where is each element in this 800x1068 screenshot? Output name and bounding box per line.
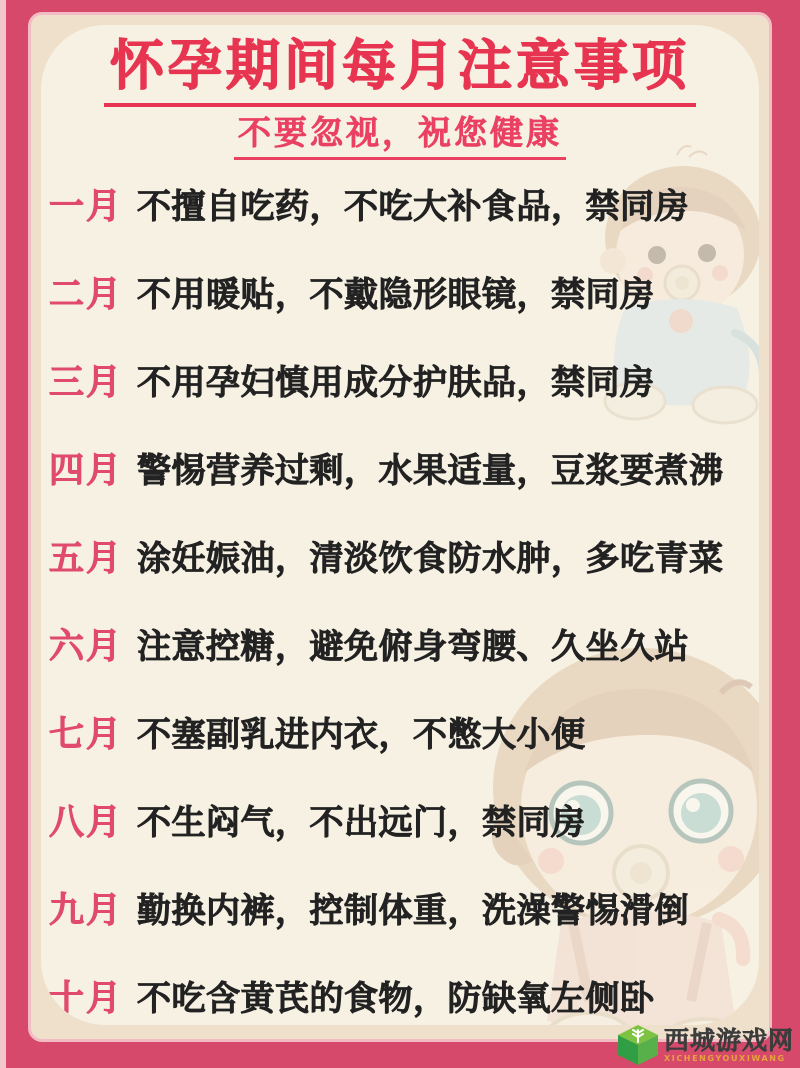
month-row-march bbox=[49, 336, 759, 424]
month-tip: 不吃含黄芪的食物，防缺氧左侧卧 bbox=[137, 979, 655, 1020]
month-tip: 不生闷气，不出远门，禁同房 bbox=[137, 803, 586, 844]
watermark-name: 西城游戏网 bbox=[663, 1025, 794, 1055]
month-tip: 涂妊娠油，清淡饮食防水肿，多吃青菜 bbox=[137, 539, 724, 580]
month-tip: 注意控糖，避免俯身弯腰、久坐久站 bbox=[137, 627, 690, 668]
header-block bbox=[41, 25, 759, 160]
month-label: 一月 bbox=[49, 186, 124, 227]
month-tip: 不用暖贴，不戴隐形眼镜，禁同房 bbox=[137, 275, 655, 316]
month-label: 八月 bbox=[49, 802, 124, 843]
month-label: 七月 bbox=[49, 714, 124, 755]
watermark-text bbox=[663, 1025, 794, 1063]
month-label: 三月 bbox=[49, 362, 124, 403]
month-tip: 不用孕妇慎用成分护肤品，禁同房 bbox=[137, 363, 655, 404]
month-tips-list bbox=[41, 160, 759, 1025]
month-label: 五月 bbox=[49, 538, 124, 579]
left-edge-strip bbox=[0, 0, 6, 1068]
month-row-july bbox=[49, 688, 759, 776]
month-row-august bbox=[49, 776, 759, 864]
month-tip: 勤换内裤，控制体重，洗澡警惕滑倒 bbox=[137, 891, 690, 932]
poster-card bbox=[28, 12, 772, 1042]
month-tip: 不擅自吃药，不吃大补食品，禁同房 bbox=[137, 187, 690, 228]
month-row-september bbox=[49, 864, 759, 952]
month-row-may bbox=[49, 512, 759, 600]
month-label: 十月 bbox=[49, 978, 124, 1019]
month-tip: 不塞副乳进内衣，不憋大小便 bbox=[137, 715, 586, 756]
month-row-january bbox=[49, 160, 759, 248]
page-title: 怀孕期间每月注意事项 bbox=[104, 35, 696, 107]
month-row-april bbox=[49, 424, 759, 512]
month-label: 二月 bbox=[49, 274, 124, 315]
month-row-october bbox=[49, 952, 759, 1025]
wheat-book-logo-icon bbox=[617, 1024, 659, 1066]
month-label: 六月 bbox=[49, 626, 124, 667]
watermark bbox=[617, 1024, 794, 1066]
watermark-romanized: XICHENGYOUXIWANG bbox=[663, 1053, 786, 1063]
month-row-june bbox=[49, 600, 759, 688]
page-subtitle: 不要忽视，祝您健康 bbox=[234, 113, 566, 160]
month-row-february bbox=[49, 248, 759, 336]
month-tip: 警惕营养过剩，水果适量，豆浆要煮沸 bbox=[137, 451, 724, 492]
content-panel bbox=[41, 25, 759, 1025]
content-column bbox=[41, 25, 759, 1025]
month-label: 九月 bbox=[49, 890, 124, 931]
month-label: 四月 bbox=[49, 450, 124, 491]
